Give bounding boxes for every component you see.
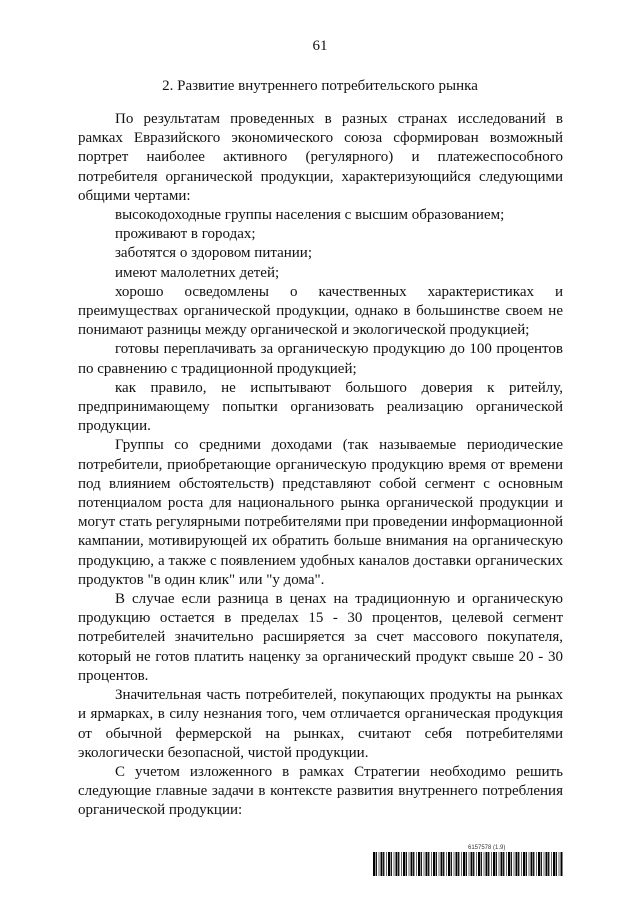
paragraph: С учетом изложенного в рамках Стратегии необходимо решить следующие главные задачи в контексте развития внутреннего потребления органической продукции:: [78, 763, 563, 819]
paragraph: По результатам проведенных в разных странах исследований в рамках Евразийского экономического союза сформирован возможный портрет наиболее активного (регулярного) и платежеспособного потребителя органической продукции, характеризующийся следующими общими чертами:: [78, 111, 563, 204]
paragraph: готовы переплачивать за органическую продукцию до 100 процентов по сравнению с традиционной продукцией;: [78, 341, 563, 377]
page-number: 61: [312, 38, 328, 54]
paragraph: В случае если разница в ценах на традиционную и органическую продукцию остается в пределах 15 - 30 процентов, целевой сегмент потребителей значительно расширяется за счет массового покупателя, который не готов платить наценку за органический продукт свыше 20 - 30 процентов.: [78, 591, 563, 684]
document-code: 6157578 (1.9): [468, 845, 506, 851]
paragraph: Значительная часть потребителей, покупающих продукты на рынках и ярмарках, в силу незнания того, чем отличается органическая продукция от обычной фермерской на рынках, считают себя потребителями экологически безопасной, чистой продукции.: [78, 687, 563, 761]
barcode-image: [373, 852, 563, 876]
paragraph: хорошо осведомлены о качественных характеристиках и преимуществах органической продукции, однако в большинстве своем не понимают разницы между органической и экологической продукцией;: [78, 283, 563, 339]
body-text: [78, 110, 563, 821]
list-item: проживают в городах;: [115, 226, 256, 243]
list-item: высокодоходные группы населения с высшим образованием;: [115, 207, 505, 224]
list-item: заботятся о здоровом питании;: [115, 245, 312, 262]
section-title: 2. Развитие внутреннего потребительского рынка: [162, 78, 478, 94]
list-item: имеют малолетних детей;: [115, 264, 280, 281]
paragraph: Группы со средними доходами (так называемые периодические потребители, приобретающие органическую продукцию время от времени под влиянием обстоятельств) представляют собой сегмент с основным потенциалом роста для национального рынка органической продукции и могут стать регулярными потребителями при проведении информационной кампании, мотивирующей их обратить больше внимания на органическую продукцию, а также с появлением удобных каналов доставки органических продуктов "в один клик" или "у дома".: [78, 437, 563, 588]
paragraph: как правило, не испытывают большого доверия к ритейлу, предпринимающему попытки организовать реализацию органической продукции.: [78, 379, 563, 435]
